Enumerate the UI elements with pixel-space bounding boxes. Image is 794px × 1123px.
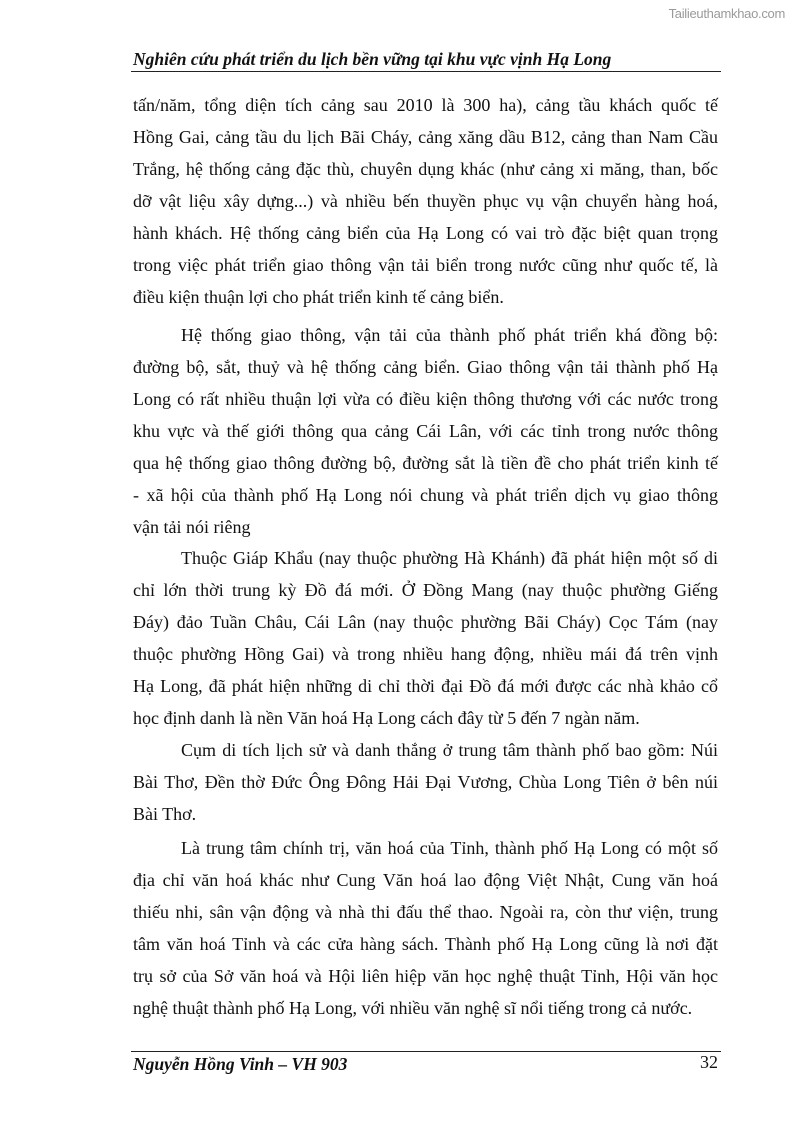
watermark: Tailieuthamkhao.com	[668, 6, 785, 21]
text-line: qua hệ thống giao thông đường bộ, đường sắt là tiền đề cho phát triển kinh tế	[133, 453, 718, 473]
text-line: dỡ vật liệu xây dựng...) và nhiều bến thuyền phục vụ vận chuyển hàng hoá,	[133, 191, 718, 211]
text-line: thuộc phường Hồng Gai) và trong nhiều hang động, nhiều mái đá trên vịnh	[133, 644, 718, 664]
footer-author: Nguyễn Hồng Vinh – VH 903	[133, 1054, 348, 1074]
paragraph	[133, 734, 718, 830]
text-line: Đáy) đảo Tuần Châu, Cái Lân (nay thuộc phường Bãi Cháy) Cọc Tám (nay	[133, 612, 718, 632]
text-line: học định danh là nền Văn hoá Hạ Long cách đây từ 5 đến 7 ngàn năm.	[133, 708, 640, 728]
text-line: Bài Thơ, Đền thờ Đức Ông Đông Hải Đại Vương, Chùa Long Tiên ở bên núi	[133, 772, 718, 792]
text-line: địa chỉ văn hoá khác như Cung Văn hoá lao động Việt Nhật, Cung văn hoá	[133, 870, 718, 890]
text-line: Thuộc Giáp Khẩu (nay thuộc phường Hà Khánh) đã phát hiện một số di	[181, 548, 718, 568]
text-line: Hạ Long, đã phát hiện những di chỉ thời đại Đồ đá mới được các nhà khảo cổ	[133, 676, 718, 696]
header-rule	[131, 71, 721, 72]
text-line: vận tải nói riêng	[133, 517, 251, 537]
text-line: Cụm di tích lịch sử và danh thắng ở trung tâm thành phố bao gồm: Núi	[181, 740, 718, 760]
text-line: Là trung tâm chính trị, văn hoá của Tỉnh, thành phố Hạ Long có một số	[181, 838, 718, 858]
text-line: Hệ thống giao thông, vận tải của thành phố phát triển khá đồng bộ:	[181, 325, 718, 345]
text-line: khu vực và thế giới thông qua cảng Cái Lân, với các tỉnh trong nước thông	[133, 421, 718, 441]
text-line: trong việc phát triển giao thông vận tải biển trong nước cũng như quốc tế, là	[133, 255, 718, 275]
text-line: nghệ thuật thành phố Hạ Long, với nhiều văn nghệ sĩ nổi tiếng trong cả nước.	[133, 998, 693, 1018]
running-header: Nghiên cứu phát triển du lịch bền vững tại khu vực vịnh Hạ Long	[133, 49, 612, 69]
text-line: - xã hội của thành phố Hạ Long nói chung và phát triển dịch vụ giao thông	[133, 485, 718, 505]
footer-rule	[131, 1051, 721, 1052]
text-line: điều kiện thuận lợi cho phát triển kinh tế cảng biển.	[133, 287, 504, 307]
text-line: đường bộ, sắt, thuỷ và hệ thống cảng biển. Giao thông vận tải thành phố Hạ	[133, 357, 718, 377]
text-line: Trắng, hệ thống cảng đặc thù, chuyên dụng khác (như cảng xi măng, than, bốc	[133, 159, 718, 179]
page-number: 32	[700, 1052, 718, 1072]
text-line: thiếu nhi, sân vận động và nhà thi đấu thể thao. Ngoài ra, còn thư viện, trung	[133, 902, 718, 922]
text-line: tấn/năm, tổng diện tích cảng sau 2010 là 300 ha), cảng tầu khách quốc tế	[133, 95, 718, 115]
text-line: chỉ lớn thời trung kỳ Đồ đá mới. Ở Đồng Mang (nay thuộc phường Giếng	[133, 580, 718, 600]
text-line: Long có rất nhiều thuận lợi vừa có điều kiện thông thương với các nước trong	[133, 389, 718, 409]
text-line: Bài Thơ.	[133, 804, 197, 824]
text-line: Hồng Gai, cảng tầu du lịch Bãi Cháy, cảng xăng dầu B12, cảng than Nam Cầu	[133, 127, 718, 147]
text-line: hành khách. Hệ thống cảng biển của Hạ Long có vai trò đặc biệt quan trọng	[133, 223, 718, 243]
text-line: tâm văn hoá Tỉnh và các cửa hàng sách. Thành phố Hạ Long cũng là nơi đặt	[133, 934, 718, 954]
paragraph	[133, 832, 718, 1024]
paragraph	[133, 542, 718, 734]
paragraph	[133, 319, 718, 543]
paragraph	[133, 89, 718, 313]
text-line: trụ sở của Sở văn hoá và Hội liên hiệp văn học nghệ thuật Tỉnh, Hội văn học	[133, 966, 718, 986]
